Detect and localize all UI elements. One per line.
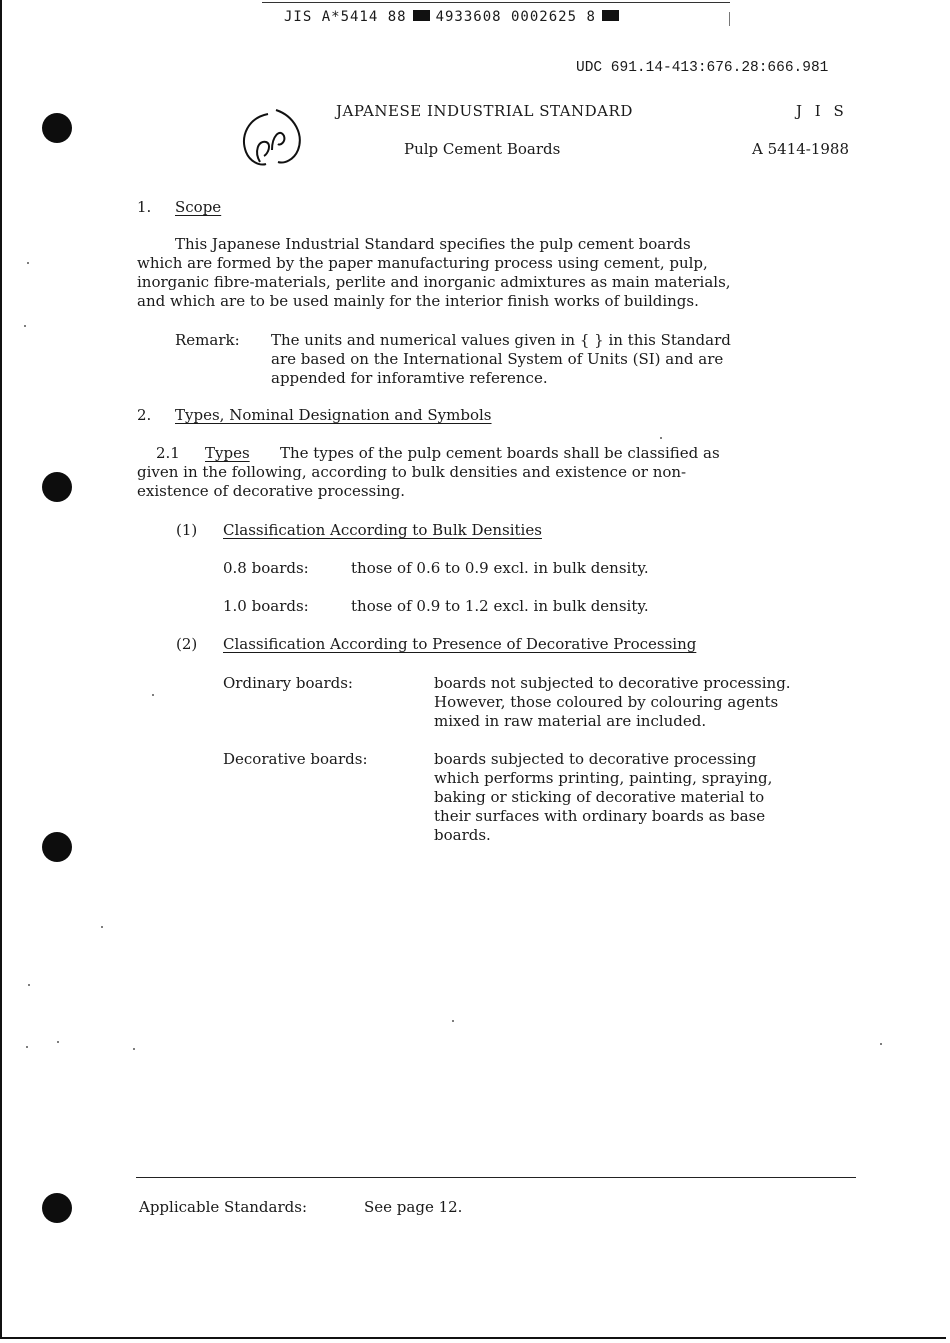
ordinary-boards-line-3: mixed in raw material are included. <box>434 712 707 730</box>
footer-rule <box>136 1177 856 1178</box>
scan-speck <box>57 1041 59 1043</box>
class-2-heading: Classification According to Presence of Decorative Processing <box>223 635 697 653</box>
density-item-label: 1.0 boards: <box>223 597 309 615</box>
scan-speck <box>26 1046 28 1048</box>
punch-hole <box>42 1193 72 1223</box>
scope-line-4: and which are to be used mainly for the interior finish works of buildings. <box>137 292 699 310</box>
punch-hole <box>42 113 72 143</box>
applicable-standards-text: See page 12. <box>364 1198 463 1216</box>
scan-speck <box>133 1048 135 1050</box>
jis-abbreviation: J I S <box>796 102 848 120</box>
class-1-heading: Classification According to Bulk Densities <box>223 521 542 539</box>
code-text-2: 4933608 0002625 8 <box>435 9 596 25</box>
scan-speck <box>152 694 154 696</box>
class-1-number: (1) <box>176 521 198 539</box>
remark-line-1: The units and numerical values given in { } in this Standard <box>271 331 731 349</box>
remark-label: Remark: <box>175 331 240 349</box>
section-1-number: 1. <box>137 198 152 216</box>
types-line-1: The types of the pulp cement boards shall be classified as <box>280 444 720 462</box>
types-line-3: existence of decorative processing. <box>137 482 406 500</box>
scope-line-3: inorganic fibre-materials, perlite and inorganic admixtures as main materials, <box>137 273 731 291</box>
section-2-heading: Types, Nominal Designation and Symbols <box>175 406 492 424</box>
document-number: A 5414-1988 <box>752 140 850 158</box>
black-block-mark <box>413 10 430 21</box>
decorative-boards-line-2: which performs printing, painting, spraying, <box>434 769 773 787</box>
scan-speck <box>24 325 26 327</box>
decorative-boards-line-4: their surfaces with ordinary boards as base <box>434 807 766 825</box>
decorative-boards-label: Decorative boards: <box>223 750 368 768</box>
subsection-2-1-number: 2.1 <box>156 444 180 462</box>
types-line-2: given in the following, according to bulk densities and existence or non- <box>137 463 687 481</box>
decorative-boards-line-5: boards. <box>434 826 491 844</box>
punch-hole <box>42 472 72 502</box>
margin-tick <box>729 12 730 26</box>
ordinary-boards-line-1: boards not subjected to decorative processing. <box>434 674 791 692</box>
ordinary-boards-line-2: However, those coloured by colouring agents <box>434 693 779 711</box>
header-rule <box>262 2 730 3</box>
scope-line-2: which are formed by the paper manufacturing process using cement, pulp, <box>137 254 708 272</box>
decorative-boards-line-3: baking or sticking of decorative material to <box>434 788 765 806</box>
black-block-mark <box>602 10 619 21</box>
section-1-heading: Scope <box>175 198 222 216</box>
udc-number: UDC 691.14-413:676.28:666.981 <box>576 60 829 76</box>
document-title: Pulp Cement Boards <box>404 140 561 158</box>
jis-logo-icon <box>238 106 306 172</box>
scan-speck <box>452 1020 454 1022</box>
remark-line-2: are based on the International System of Units (SI) and are <box>271 350 724 368</box>
remark-line-3: appended for inforamtive reference. <box>271 369 548 387</box>
class-2-number: (2) <box>176 635 198 653</box>
scan-speck <box>27 262 29 264</box>
punch-hole <box>42 832 72 862</box>
scan-speck <box>660 437 662 439</box>
section-2-number: 2. <box>137 406 152 424</box>
scope-line-1: This Japanese Industrial Standard specifies the pulp cement boards <box>175 235 691 253</box>
organization-title: JAPANESE INDUSTRIAL STANDARD <box>336 102 633 120</box>
decorative-boards-line-1: boards subjected to decorative processing <box>434 750 757 768</box>
density-item-text: those of 0.9 to 1.2 excl. in bulk density. <box>351 597 649 615</box>
applicable-standards-label: Applicable Standards: <box>139 1198 307 1216</box>
code-text-1: JIS A*5414 88 <box>284 9 407 25</box>
scan-speck <box>28 984 30 986</box>
density-item-label: 0.8 boards: <box>223 559 309 577</box>
ordinary-boards-label: Ordinary boards: <box>223 674 353 692</box>
subsection-2-1-heading: Types <box>205 444 250 462</box>
document-code-line <box>284 9 625 25</box>
density-item-text: those of 0.6 to 0.9 excl. in bulk density. <box>351 559 649 577</box>
scan-speck <box>880 1043 882 1045</box>
scan-speck <box>101 926 103 928</box>
